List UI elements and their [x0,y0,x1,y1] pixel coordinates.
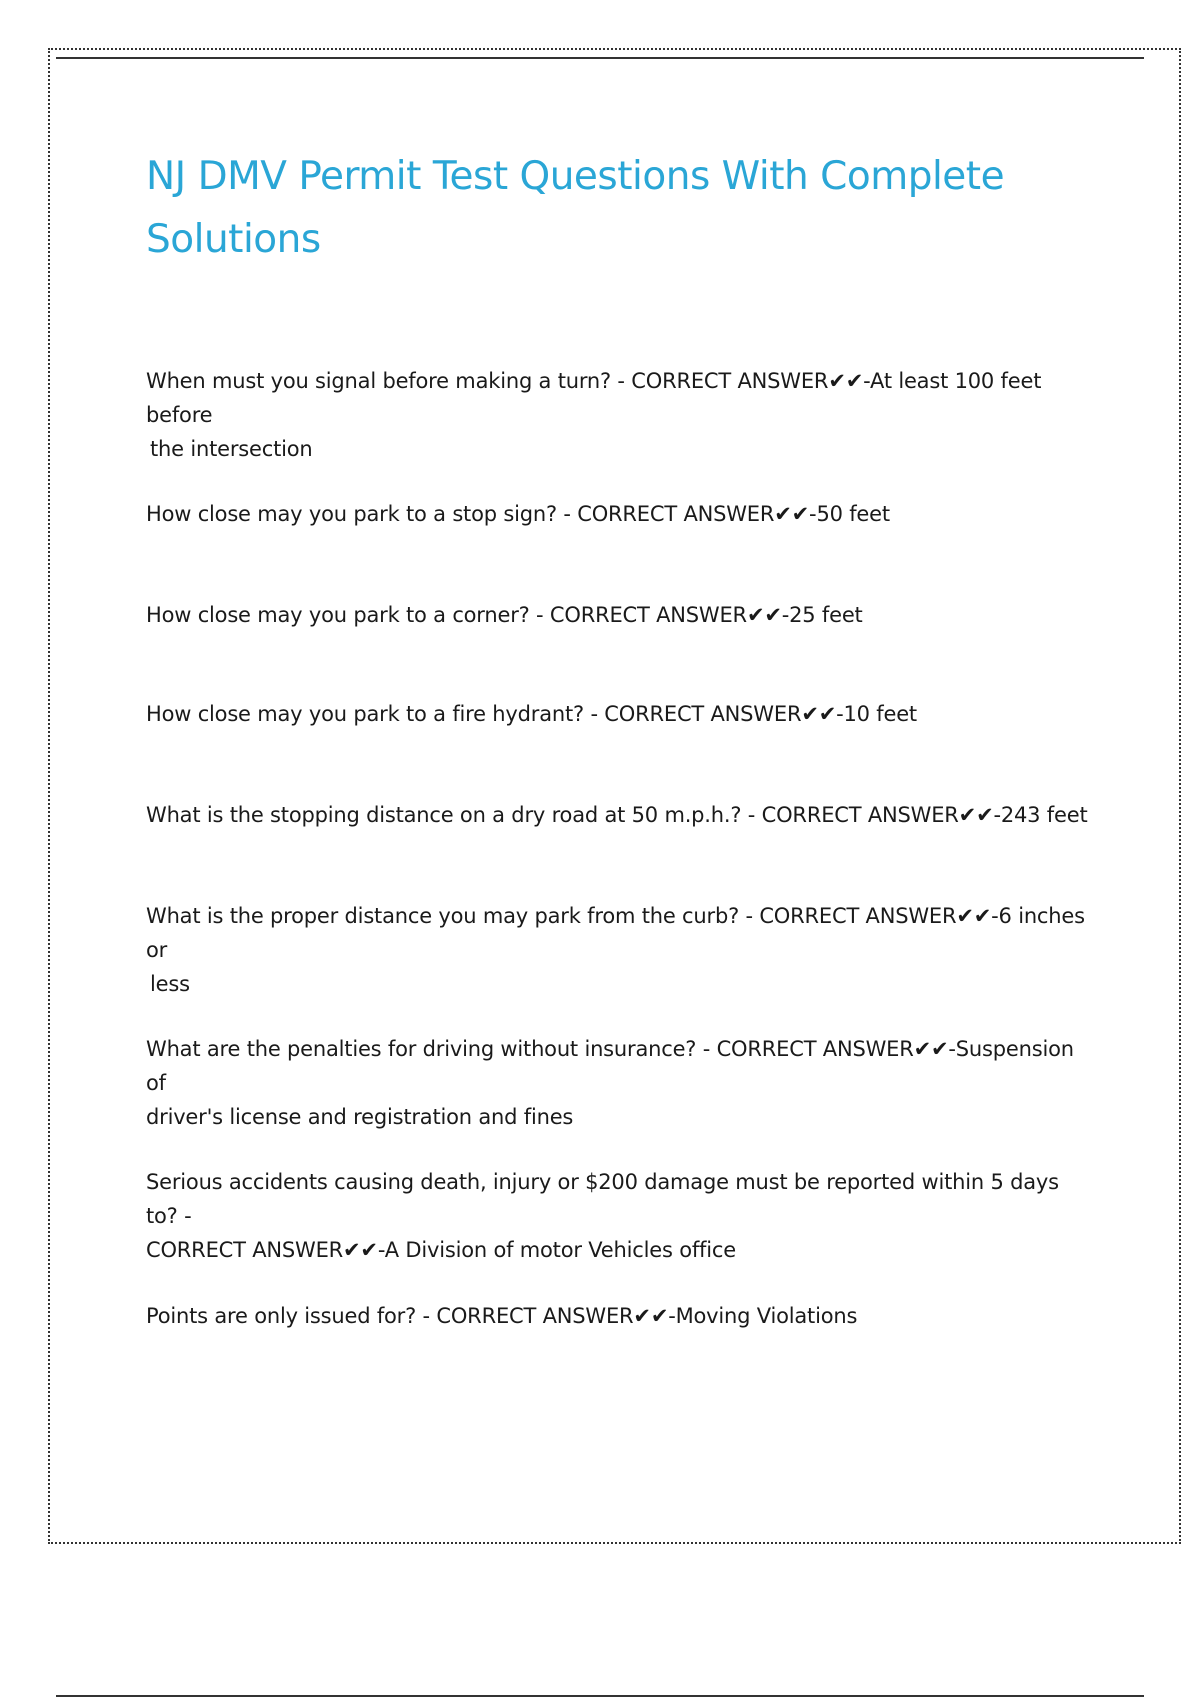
qa-item [146,1299,1096,1333]
document-title-line-2: Solutions [146,217,321,262]
qa-item-line-2: driver's license and registration and fines [146,1105,574,1129]
qa-item-line-2: less [150,972,190,996]
qa-item-line-1: How close may you park to a stop sign? - CORRECT ANSWER✔✔-50 feet [146,502,890,526]
qa-item [146,598,1096,632]
qa-item-line-1: When must you signal before making a turn? - CORRECT ANSWER✔✔-At least 100 feet before [146,369,1042,427]
qa-item [146,899,1096,1001]
qa-item-line-1: How close may you park to a fire hydrant? - CORRECT ANSWER✔✔-10 feet [146,702,917,726]
qa-item [146,364,1096,466]
bottom-rule [56,1695,1144,1697]
qa-item-line-1: How close may you park to a corner? - CORRECT ANSWER✔✔-25 feet [146,603,863,627]
qa-item [146,697,1096,731]
document-title-line-1: NJ DMV Permit Test Questions With Complete [146,154,1005,199]
qa-item-line-2: CORRECT ANSWER✔✔-A Division of motor Vehicles office [146,1238,736,1262]
qa-item-line-1: What is the proper distance you may park from the curb? - CORRECT ANSWER✔✔-6 inches or [146,904,1085,962]
top-rule [56,57,1144,59]
qa-item [146,1165,1096,1267]
qa-item-line-1: What are the penalties for driving without insurance? - CORRECT ANSWER✔✔-Suspension of [146,1037,1074,1095]
document-title [146,145,1046,271]
qa-item [146,1032,1096,1134]
qa-item-line-2: the intersection [150,437,313,461]
qa-item-line-1: Points are only issued for? - CORRECT ANSWER✔✔-Moving Violations [146,1304,858,1328]
qa-item-line-1: Serious accidents causing death, injury or $200 damage must be reported within 5 days to? - [146,1170,1059,1228]
qa-item [146,497,1096,531]
qa-item [146,798,1096,832]
qa-item-line-1: What is the stopping distance on a dry road at 50 m.p.h.? - CORRECT ANSWER✔✔-243 feet [146,803,1088,827]
